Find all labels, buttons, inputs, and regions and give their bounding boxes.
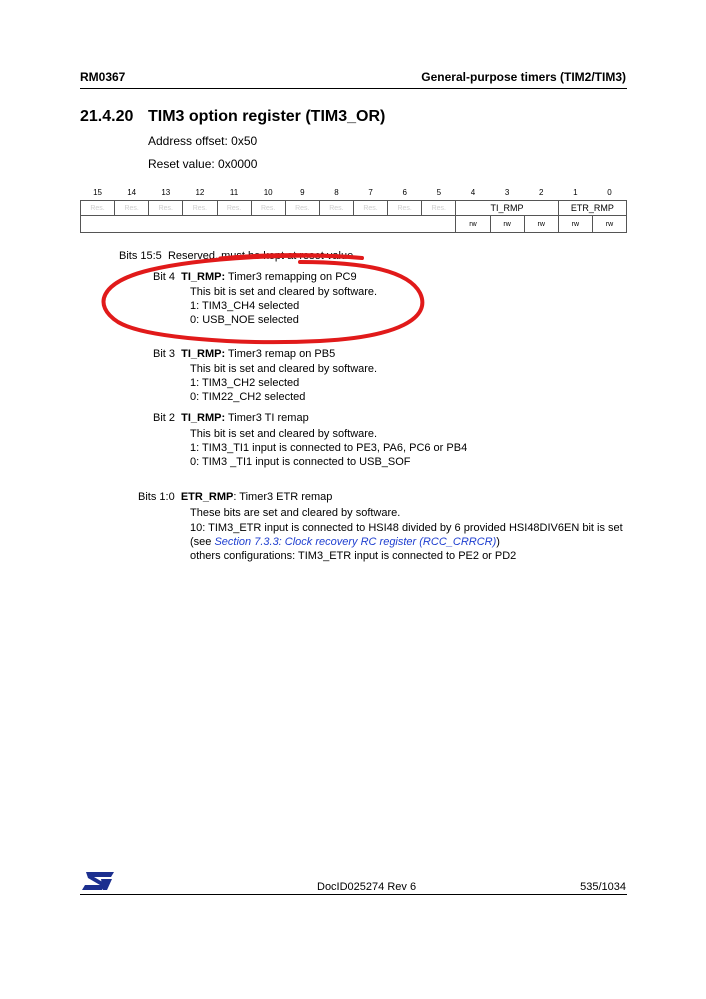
bit-number: 11 [229,187,239,197]
bit4-line: This bit is set and cleared by software. [190,286,378,298]
bit2-body [190,427,467,469]
bit-number: 10 [263,187,273,197]
section-link[interactable]: Section 7.3.3: Clock recovery RC register (RCC_CRRCR) [214,536,497,548]
bit-number: 1 [573,187,578,197]
bit3-label: Bit 3 [153,348,176,360]
bits1-0-line1: These bits are set and cleared by software. [190,507,401,519]
access-empty-cell [81,216,456,233]
reserved-cell: Res. [183,201,217,216]
bit2-heading [153,411,309,425]
access-cell: rw [524,216,558,233]
bit4-label: Bit 4 [153,271,176,283]
bit4-line: 0: USB_NOE selected [190,314,299,326]
bits1-0-title: : Timer3 ETR remap [233,491,333,503]
bit-number: 9 [300,187,305,197]
footer-rule [80,894,627,895]
reserved-cell: Res. [285,201,319,216]
bit3-line: This bit is set and cleared by software. [190,363,378,375]
bit-number: 2 [538,187,544,197]
bit-number: 3 [504,187,510,197]
reserved-cell: Res. [81,201,115,216]
bit2-line: 1: TIM3_TI1 input is connected to PE3, PA6, PC6 or PB4 [190,442,468,454]
bits1-0-label: Bits 1:0 [138,491,175,503]
bit-number: 12 [195,187,205,197]
reserved-cell: Res. [388,201,422,216]
reserved-cell: Res. [422,201,456,216]
reserved-cell: Res. [217,201,251,216]
bit4-heading [153,270,357,284]
bit4-name: TI_RMP: [181,271,226,283]
bit-number: 14 [127,187,137,197]
bit-number: 7 [368,187,373,197]
bit3-line: 1: TIM3_CH2 selected [190,377,300,389]
bit2-label: Bit 2 [153,412,176,424]
reserved-cell: Res. [149,201,183,216]
bits1-0-line4: others configurations: TIM3_ETR input is connected to PE2 or PD2 [190,550,517,562]
bits15-5-text: Reserved, must be kept at reset value. [167,250,357,262]
header-rule [80,88,627,89]
see-suffix: ) [496,536,500,548]
bit-number: 15 [93,187,103,197]
access-row [81,216,627,233]
bit2-title: Timer3 TI remap [225,412,309,424]
bit4-title: Timer3 remapping on PC9 [225,271,357,283]
bit2-line: 0: TIM3 _TI1 input is connected to USB_SOF [190,456,411,468]
bit-number: 6 [402,187,407,197]
reserved-cell: Res. [354,201,388,216]
section-title: TIM3 option register (TIM3_OR) [148,108,386,125]
bits15-5-label: Bits 15:5 [119,250,162,262]
bit-number: 0 [607,187,612,197]
bit-number: 13 [161,187,171,197]
reserved-cell: Res. [115,201,149,216]
bit4-line: 1: TIM3_CH4 selected [190,300,300,312]
st-logo [80,870,116,892]
section-number: 21.4.20 [80,108,134,125]
bits15-5-row [119,249,356,263]
bit-number: 4 [470,187,476,197]
field-row [81,201,627,216]
bit-number: 5 [436,187,442,197]
bit3-heading [153,347,335,361]
register-table [80,184,627,233]
chapter-title: General-purpose timers (TIM2/TIM3) [421,70,626,84]
reset-value: Reset value: 0x0000 [148,157,258,171]
bit3-name: TI_RMP: [181,348,226,360]
page-number: 535/1034 [580,881,626,893]
bit3-body [190,362,377,404]
access-cell: rw [490,216,524,233]
see-prefix: (see [190,536,215,548]
field-etr-rmp: ETR_RMP [558,201,626,216]
doc-id: DocID025274 Rev 6 [317,881,417,893]
bit2-name: TI_RMP: [181,412,226,424]
address-offset: Address offset: 0x50 [148,134,258,148]
doc-ref: RM0367 [80,70,126,84]
bit4-body [190,285,377,327]
access-cell: rw [558,216,592,233]
bit-number: 8 [334,187,339,197]
reserved-cell: Res. [319,201,353,216]
field-ti-rmp: TI_RMP [456,201,558,216]
access-cell: rw [592,216,626,233]
bit2-line: This bit is set and cleared by software. [190,428,378,440]
bit3-title: Timer3 remap on PB5 [225,348,336,360]
access-cell: rw [456,216,490,233]
bits1-0-name: ETR_RMP [180,491,234,503]
bit-number-row [81,184,627,201]
bits1-0-line3 [190,535,500,549]
bit3-line: 0: TIM22_CH2 selected [190,391,306,403]
bits1-0-line2: 10: TIM3_ETR input is connected to HSI48 divided by 6 provided HSI48DIV6EN bit is set [190,522,623,534]
reserved-cell: Res. [251,201,285,216]
bits1-0-heading [138,490,332,504]
